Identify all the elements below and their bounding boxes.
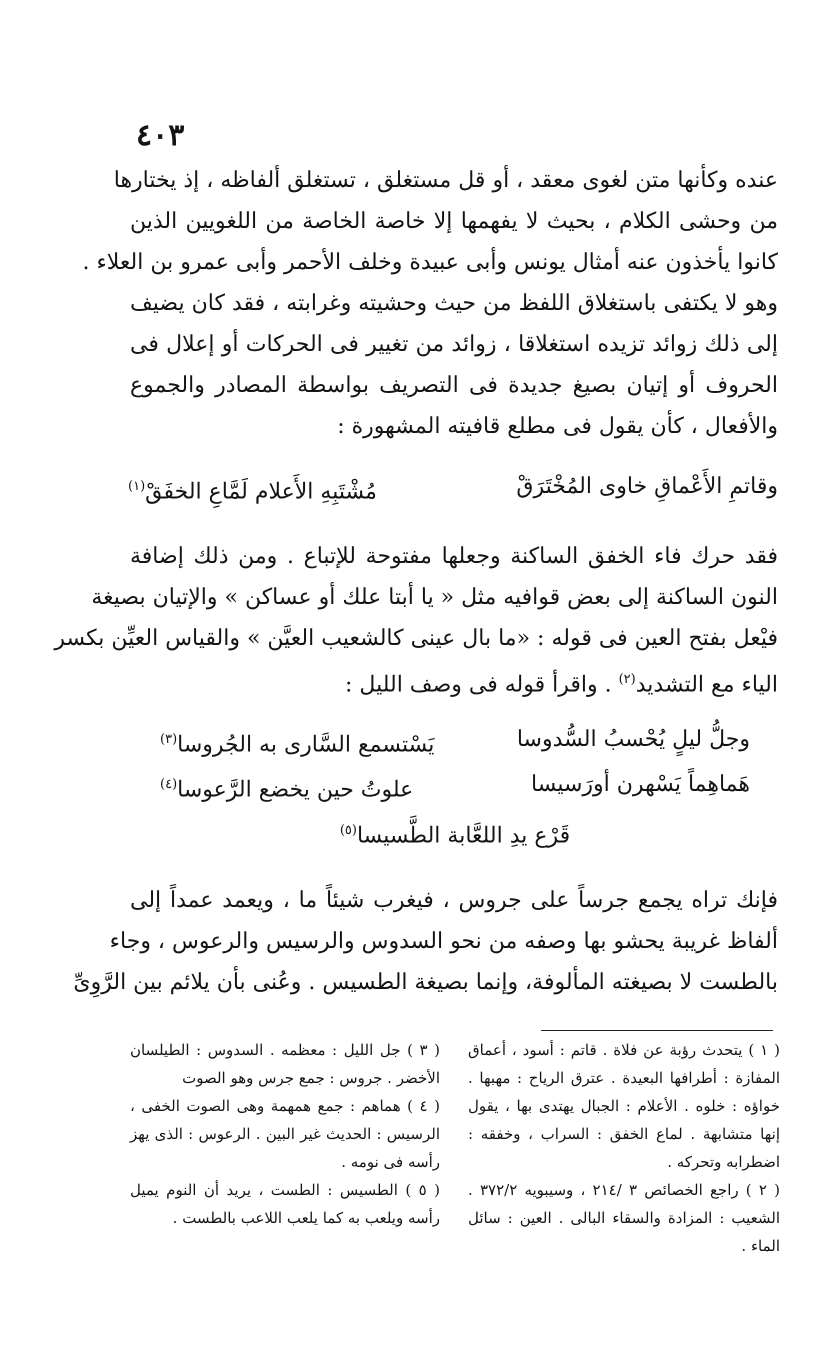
text-line: فقد حرك فاء الخفق الساكنة وجعلها مفتوحة للإتباع . ومن ذلك إضافة: [130, 544, 778, 569]
verse-hemistich-text: قَرْع يدِ اللعَّابة الطَّسيسا: [356, 822, 571, 848]
footnote-marker: (٤): [160, 777, 178, 793]
footnote: ( ٥ ) الطسيس : الطست ، يريد أن النوم يميل رأسه ويلعب به كما يلعب اللاعب بالطست .: [130, 1181, 440, 1227]
footnotes-left-column: [130, 1036, 440, 1232]
verse-hemistich-text: يَسْتسمع السَّارى به الجُروسا: [177, 732, 435, 758]
text-line: إلى ذلك زوائد تزيده استغلاقا ، زوائد من تغيير فى الحركات أو إعلال فى: [130, 332, 778, 357]
footnote: ( ٣ ) جل الليل : معظمه . السدوس : الطيلسان الأخضر . جروس : جمع جرس وهو الصوت: [130, 1041, 440, 1087]
verse-1: [128, 467, 778, 512]
text-line: فإنك تراه يجمع جرساً على جروس ، فيغرب شيئاً ما ، ويعمد عمداً إلى: [130, 888, 778, 913]
verse-line: [128, 467, 778, 512]
verse-hemistich: [340, 811, 570, 856]
text-line: [130, 659, 778, 705]
footnote-marker: (١): [128, 479, 146, 494]
page-number: ٤٠٣: [136, 118, 185, 153]
footnote-marker: (٥): [339, 822, 357, 838]
paragraph-1: [82, 160, 778, 447]
text-line: النون الساكنة إلى بعض قوافيه مثل « يا أبتا علك أو عساكن » والإتيان بصيغة: [91, 585, 778, 610]
text-segment: . واقرأ قوله فى وصف الليل :: [345, 672, 612, 698]
verse-2: [160, 720, 750, 856]
footnote: ( ٤ ) هماهم : جمع همهمة وهى الصوت الخفى ، الرسيس : الحديث غير البين . الرعوس : الذى يهز رأسه فى نومه .: [130, 1097, 440, 1171]
text-line: فيْعل بفتح العين فى قوله : «ما بال عينى كالشعيب العيَّن » والقياس العيِّن بكسر: [54, 626, 778, 651]
verse-hemistich: [128, 467, 377, 512]
verse-hemistich: [160, 765, 413, 810]
verse-hemistich: هَماهِماً يَسْهرن أورَسيسا: [531, 772, 750, 798]
text-line: من وحشى الكلام ، بحيث لا يفهمها إلا خاصة الخاصة من اللغويين الذين: [130, 209, 778, 234]
verse-line: [160, 720, 750, 765]
verse-hemistich: وقاتمِ الأَعْماقِ خاوى المُخْتَرَقْ: [516, 474, 778, 499]
verse-line: [160, 811, 750, 856]
text-line: الحروف أو إتيان بصيغ جديدة فى التصريف بواسطة المصادر والجموع: [130, 373, 778, 398]
text-line: والأفعال ، كأن يقول فى مطلع قافيته المشهورة :: [337, 414, 778, 439]
verse-line: [160, 765, 750, 810]
verse-hemistich: [160, 720, 434, 765]
text-segment: الياء مع التشديد: [635, 672, 778, 698]
paragraph-2: [54, 536, 778, 705]
text-line: بالطست لا بصيغته المألوفة، وإنما بصيغة الطسيس . وعُنى بأن يلائم بين الرَّوِىِّ: [73, 970, 778, 995]
footnote-divider: [541, 1030, 773, 1031]
text-line: عنده وكأنها متن لغوى معقد ، أو قل مستغلق ، تستغلق ألفاظه ، إذ يختارها: [113, 168, 778, 193]
text-line: وهو لا يكتفى باستغلاق اللفظ من حيث وحشيته وغرابته ، فقد كان يضيف: [130, 291, 778, 316]
footnote: ( ٢ ) راجع الخصائص ٣ /٢١٤ ، وسيبويه ٣٧٢/٢ . الشعيب : المزادة والسقاء البالى . العين : سائل الماء .: [468, 1181, 780, 1255]
verse-hemistich: وجلُّ ليلٍ يُحْسبُ السُّدوسا: [516, 727, 750, 752]
footnote-marker: (٣): [160, 732, 178, 747]
footnote-marker: (٢): [618, 672, 636, 687]
footnote: ( ١ ) يتحدث رؤبة عن فلاة . قاتم : أسود ، أعماق المفازة : أطرافها البعيدة . عترق الرياح : مهبها . خواؤه : خلوه . الأعلام : الجبال يهتدى بها ، يقول إنها متشابهة . لماع الخفق : السراب ، وخفقه : اضطرابه وتحركه .: [468, 1041, 780, 1171]
verse-hemistich-text: مُشْتَبِهِ الأَعلام لَمَّاعِ الخفَقْ: [145, 479, 377, 505]
verse-hemistich-text: علوتُ حين يخضع الرَّعوسا: [177, 777, 414, 803]
paragraph-3: [73, 880, 778, 1003]
text-line: ألفاظ غريبة يحشو بها وصفه من نحو السدوس والرسيس والرعوس ، وجاء: [109, 929, 778, 954]
footnotes-right-column: [468, 1036, 780, 1260]
text-line: كانوا يأخذون عنه أمثال يونس وأبى عبيدة وخلف الأحمر وأبى عمرو بن العلاء .: [82, 250, 778, 275]
